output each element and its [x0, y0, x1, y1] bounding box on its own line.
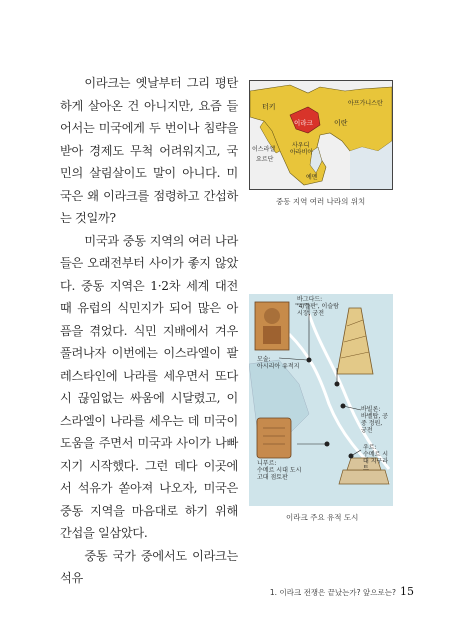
iraq-sites-map: [249, 294, 393, 506]
paragraph-2: 미국과 중동 지역의 여러 나라들은 오래전부터 사이가 좋지 않았다. 중동 지역은 1·2차 세계 대전 때 유럽의 식민지가 되어 많은 아픔을 겪었다. 식민 지배에서 겨우 풀려나자 이번에는 이스라엘이 팔레스타인에 나라를 세우면서 또다시 끊임없는 싸움에 시달렸고, 이스라엘이 나라를 세우는 데 미국이 도움을 주면서 미국과 사이가 나빠지기 시작했다. 그런 데다 이곳에서 석유가 쏟아져 나오자, 미국은 중동 지역을 마음대로 하기 위해 간섭을 일삼았다.: [60, 233, 238, 540]
page-footer: [270, 585, 414, 598]
middle-east-map-illustration: [250, 81, 392, 189]
paragraph-3: 중동 국가 중에서도 이라크는 석유: [60, 548, 238, 585]
middle-east-map: [249, 80, 393, 190]
label-yemen: 예멘: [306, 174, 318, 181]
label-ur: 우르: 수메르 시대 지구라트: [363, 444, 389, 472]
label-saudi: 사우디 아라비아: [290, 142, 314, 156]
label-baghdad: 바그다드: '4/들판', 이슬람 시장, 궁전: [297, 296, 339, 317]
map2-caption: 이라크 주요 유적 도시: [286, 513, 359, 522]
label-mosul: 모술: 아시리아 유적지: [257, 356, 300, 370]
label-nippur: 니푸르: 수메르 시대 도시 고대 점토판: [257, 460, 302, 481]
label-iran: 이란: [334, 119, 348, 127]
label-turkey: 터키: [262, 103, 276, 111]
label-jordan: 요르단: [256, 156, 274, 163]
map1-caption: 중동 지역 여러 나라의 위치: [276, 197, 366, 206]
label-babylon: 바빌론: 바벨탑, 공중 정원, 궁전: [361, 406, 388, 434]
paragraph-1: 이라크는 옛날부터 그리 평탄하게 살아온 건 아니지만, 요즘 들어서는 미국에게 두 번이나 침략을 받아 경제도 무척 어려워지고, 국민의 살림살이도 말이 아니다. 미국은 왜 이라크를 점령하고 간섭하는 것일까?: [60, 76, 238, 225]
running-title: 1. 이라크 전쟁은 끝났는가? 앞으로는?: [269, 588, 396, 597]
assyrian-relief-icon: [255, 302, 289, 350]
page-number: 15: [400, 585, 414, 598]
label-israel: 이스라엘: [252, 146, 276, 153]
label-iraq: 이라크: [294, 119, 313, 127]
label-afghanistan: 아프가니스탄: [348, 100, 383, 107]
body-text: [60, 72, 238, 590]
clay-tablet-icon: [257, 418, 291, 458]
